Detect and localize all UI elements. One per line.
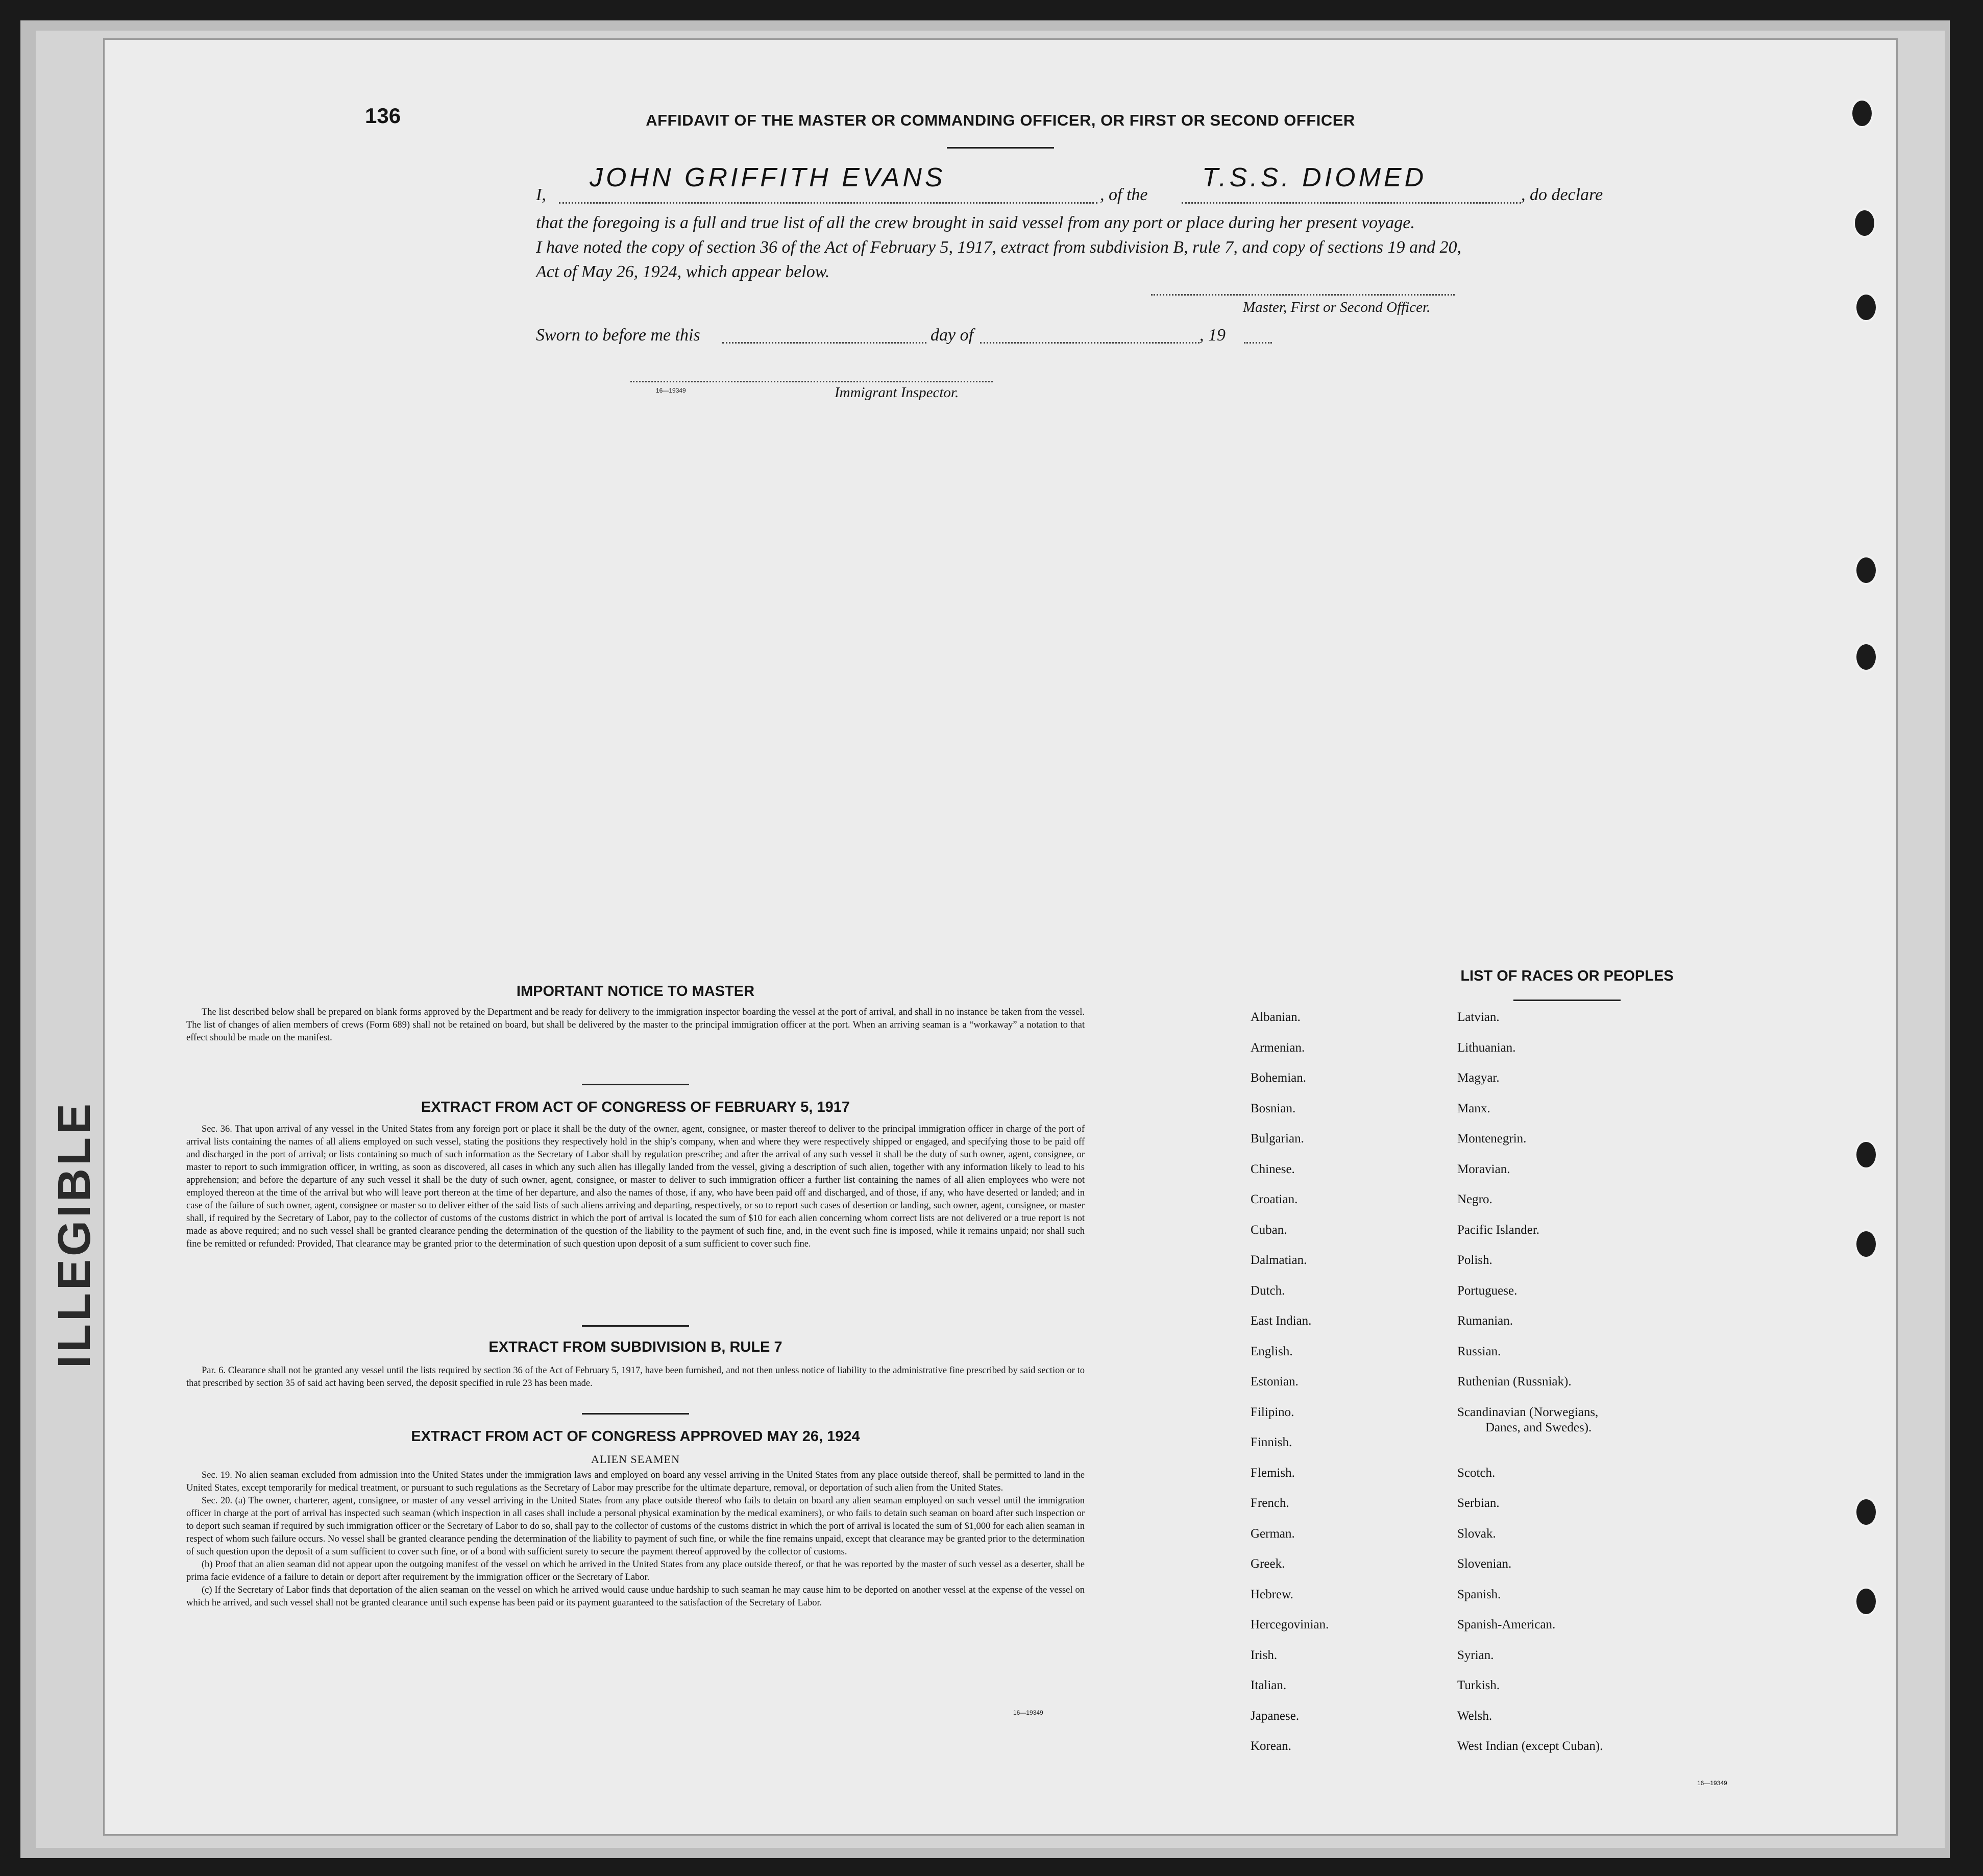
races-title: LIST OF RACES OR PEOPLES [1460, 968, 1674, 984]
race-item: Turkish. [1457, 1678, 1500, 1692]
manifest-form-page [105, 40, 1896, 1834]
master-name-line [559, 202, 1097, 204]
race-item: Chinese. [1251, 1162, 1295, 1176]
year-prefix: , 19 [1199, 326, 1226, 345]
inspector-label: Immigrant Inspector. [835, 384, 959, 401]
race-item: Magyar. [1457, 1071, 1500, 1085]
race-item: Portuguese. [1457, 1283, 1517, 1298]
race-item: Syrian. [1457, 1648, 1494, 1662]
divider [582, 1084, 689, 1085]
race-item: Manx. [1457, 1101, 1490, 1115]
sworn-day-line [722, 342, 926, 344]
divider [947, 147, 1054, 149]
race-item: Bosnian. [1251, 1101, 1296, 1115]
sec-20c-paragraph: (c) If the Secretary of Labor finds that deportation of the alien seaman on the vessel on which he arrived would cause undue hardship to such seaman he may cause him to be deported on another vessel at the expense of the vessel on which he arrived, and such vessel shall not be granted clearance until such expense has been paid or its payment guaranteed to the satisfaction of the Secretary of Labor. [186, 1585, 1085, 1608]
extract-1917-title: EXTRACT FROM ACT OF CONGRESS OF FEBRUARY 5, 1917 [421, 1099, 850, 1115]
punch-hole-icon [1854, 555, 1878, 585]
race-item: Serbian. [1457, 1496, 1500, 1510]
extract-1924-title: EXTRACT FROM ACT OF CONGRESS APPROVED MAY 26, 1924 [411, 1428, 860, 1445]
punch-hole-icon [1854, 1587, 1878, 1616]
vessel-name-handwritten: T.S.S. DIOMED [1202, 163, 1427, 192]
race-item: Latvian. [1457, 1010, 1500, 1024]
race-item: Danes, and Swedes). [1485, 1420, 1592, 1434]
statement-line: that the foregoing is a full and true list of all the crew brought in said vessel from any port or place during her present voyage. [536, 213, 1415, 232]
sworn-year-line [1244, 342, 1272, 344]
divider [582, 1413, 689, 1415]
race-item: Estonian. [1251, 1375, 1299, 1388]
inspector-signature-line [630, 381, 993, 382]
statement-line: I have noted the copy of section 36 of the Act of February 5, 1917, extract from subdivision B, rule 7, and copy of sections 19 and 20, [536, 238, 1462, 257]
race-item: Slovak. [1457, 1526, 1496, 1541]
notice-title: IMPORTANT NOTICE TO MASTER [516, 983, 755, 1000]
race-item: Cuban. [1251, 1223, 1287, 1237]
statement-line: Act of May 26, 1924, which appear below. [536, 262, 830, 281]
signature-line [1151, 294, 1455, 296]
race-item: Bohemian. [1251, 1071, 1307, 1085]
race-item: Polish. [1457, 1253, 1492, 1267]
race-item: Montenegrin. [1457, 1132, 1527, 1146]
race-item: Lithuanian. [1457, 1040, 1516, 1055]
punch-hole-icon [1854, 1140, 1878, 1170]
race-item: Hebrew. [1251, 1587, 1293, 1601]
race-item: Spanish-American. [1457, 1618, 1556, 1631]
sworn-text: Sworn to before me this [536, 326, 700, 345]
race-item: English. [1251, 1344, 1293, 1358]
form-number: 16—19349 [1697, 1780, 1727, 1787]
races-right-column [1457, 1010, 1603, 1754]
race-item: Greek. [1251, 1557, 1285, 1571]
race-item: Bulgarian. [1251, 1132, 1304, 1146]
race-item: Korean. [1251, 1739, 1291, 1753]
races-left-column [1251, 1010, 1329, 1769]
extract-rule7-text: Par. 6. Clearance shall not be granted any vessel until the lists required by section 36 of the Act of February 5, 1917, have been furnished, and not then unless notice of liability to the administrative fine prescribed by said section or to that prescribed by section 35 of said act having been served, the deposit specified in rule 23 has been made. [186, 1366, 1085, 1388]
alien-seamen-subtitle: ALIEN SEAMEN [591, 1453, 680, 1466]
race-item: Welsh. [1457, 1709, 1492, 1723]
race-item: Albanian. [1251, 1010, 1301, 1024]
master-name-handwritten: JOHN GRIFFITH EVANS [590, 163, 946, 192]
race-item: Spanish. [1457, 1587, 1501, 1601]
race-item: German. [1251, 1526, 1295, 1541]
punch-hole-icon [1854, 642, 1878, 672]
race-item: East Indian. [1251, 1314, 1312, 1328]
race-item: Finnish. [1251, 1435, 1292, 1449]
punch-hole-icon [1854, 1497, 1878, 1527]
race-item: Rumanian. [1457, 1314, 1513, 1328]
race-item: Armenian. [1251, 1040, 1305, 1055]
race-item: French. [1251, 1496, 1289, 1510]
sec-20a-paragraph: Sec. 20. (a) The owner, charterer, agent, consignee, or master of any vessel arriving in the United States from any place outside thereof who fails to detain on board any alien seaman employed on such vessel until the immigration officer in charge at the port of arrival has inspected such seaman (which inspection in all cases shall include a personal physical examination by the medical examiners), or who fails to detain such seaman on board after such inspection or to deport such seaman if required by such immigration officer or the Secretary of Labor to do so, shall pay to the collector of customs of the customs district in which the port of arrival is located the sum of $1,000 for each alien seaman in respect of whom such failure occurs. No vessel shall be granted clearance pending the determination of the liability to payment of such fine, or while the fine remains unpaid, except that clearance may be granted prior to the determination of such question upon the deposit of a sum sufficient to cover such fine, or of a bond with sufficient surety to secure the payment thereof approved by the collector of customs. [186, 1496, 1085, 1557]
do-declare-label: , do declare [1521, 185, 1603, 204]
sec-20b-paragraph: (b) Proof that an alien seaman did not appear upon the outgoing manifest of the vessel on which he arrived in the United States from any place outside thereof, or that he was reported by the master of such vessel as a deserter, shall be prima facie evidence of a failure to detain or deport after requirement by the immigration officer or the Secretary of Labor. [186, 1560, 1085, 1582]
race-item: Negro. [1457, 1192, 1492, 1206]
vessel-name-line [1182, 202, 1521, 204]
punch-hole-icon [1854, 293, 1878, 322]
affidavit-prefix: I, [536, 185, 546, 204]
extract-rule7-title: EXTRACT FROM SUBDIVISION B, RULE 7 [488, 1339, 782, 1355]
race-item: Dalmatian. [1251, 1253, 1307, 1267]
race-item: Pacific Islander. [1457, 1223, 1540, 1237]
race-item: Dutch. [1251, 1283, 1285, 1298]
race-item: Hercegovinian. [1251, 1618, 1329, 1631]
day-of-label: day of [931, 326, 974, 345]
punch-hole-icon [1853, 208, 1876, 238]
signature-label: Master, First or Second Officer. [1243, 299, 1431, 315]
divider [582, 1325, 689, 1327]
extract-1917-text: Sec. 36. That upon arrival of any vessel in the United States from any foreign port or place it shall be the duty of the owner, agent, consignee, or master thereof to deliver to the principal immigration officer in charge of the port of arrival lists containing the names of all aliens employed on such vessel, stating the positions they respectively hold in the ship’s company, when and where they were respectively shipped or engaged, and specifying those to be paid off and discharged in the port of arrival; or lists containing so much of such information as the Secretary of Labor shall by regulation prescribe; and after the arrival of any such vessel it shall be the duty of such owner, agent, consignee, or master to report to such immigration officer, in writing, as soon as discovered, all cases in which any such alien has illegally landed from the vessel, giving a description of such alien, together with any information likely to lead to his apprehension; and before the departure of any such vessel it shall be the duty of such owner, agent, consignee, or master to deliver to such immigration officer a further list containing the names of all alien employees who were not employed thereon at the time of the arrival but who will leave port thereon at the time of her departure, and also the names of those, if any, who have been paid off and discharged, and of those, if any, who have deserted or landed; and in case of the failure of such owner, agent, consignee or master so to deliver either of the said lists of such aliens arriving and departing, respectively, or so to report such cases of desertion or landing, such owner, agent, consignee, or master shall, if required by the Secretary of Labor, pay to the collector of customs of the customs district in which the port of arrival is located the sum of $10 for each alien concerning whom correct lists are not delivered or a true report is not made as above required; and no such vessel shall be granted clearance pending the determination of the question of the liability to the payment of such fine, and, in the event such fine is imposed, while it remains unpaid; nor shall such fine be remitted or refunded: Provided, That clearance may be granted prior to the determination of such question upon deposit of a sum sufficient to cover such fine. [186, 1124, 1085, 1249]
punch-hole-icon [1854, 1229, 1878, 1259]
race-item: Filipino. [1251, 1405, 1294, 1419]
extract-1924-text [186, 1469, 1085, 1610]
race-item: Irish. [1251, 1648, 1278, 1662]
race-item: Croatian. [1251, 1192, 1298, 1206]
race-item: Ruthenian (Russniak). [1457, 1375, 1572, 1388]
affidavit-title: AFFIDAVIT OF THE MASTER OR COMMANDING OFFICER, OR FIRST OR SECOND OFFICER [646, 111, 1355, 129]
race-item: Flemish. [1251, 1466, 1295, 1480]
race-item: Japanese. [1251, 1709, 1300, 1723]
race-item: Moravian. [1457, 1162, 1510, 1176]
race-item: West Indian (except Cuban). [1457, 1739, 1603, 1753]
of-the-label: , of the [1100, 185, 1148, 204]
sec-19-paragraph: Sec. 19. No alien seaman excluded from admission into the United States under the immigration laws and employed on board any vessel arriving in the United States from any place outside thereof, shall be permitted to land in the United States, except temporarily for medical treatment, or pursuant to such regulations as the Secretary of Labor may prescribe for the ultimate departure, removal, or deportation of such alien from the United States. [186, 1470, 1085, 1493]
sworn-month-line [980, 342, 1199, 344]
race-item: Russian. [1457, 1344, 1501, 1358]
race-item: Scotch. [1457, 1466, 1496, 1480]
margin-handwritten-annotation: ILLEGIBLE [49, 1101, 100, 1368]
page-number-stamp: 136 [365, 104, 401, 128]
race-item: Scandinavian (Norwegians, [1457, 1405, 1599, 1419]
notice-text: The list described below shall be prepared on blank forms approved by the Department and be ready for delivery to the immigration inspector boarding the vessel at the port of arrival, and shall in no instance be taken from the vessel. The list of changes of alien members of crews (Form 689) shall not be retained on board, but shall be delivered by the master to the principal immigration officer at the port. When an arriving seaman is a “workaway” a notation to that effect should be made on the manifest. [186, 1007, 1085, 1043]
form-number: 16—19349 [1013, 1709, 1043, 1716]
divider [1513, 1000, 1621, 1001]
affidavit-statement [536, 211, 1812, 284]
race-item: Italian. [1251, 1678, 1287, 1692]
race-item: Slovenian. [1457, 1557, 1512, 1571]
form-number: 16—19349 [656, 387, 686, 394]
